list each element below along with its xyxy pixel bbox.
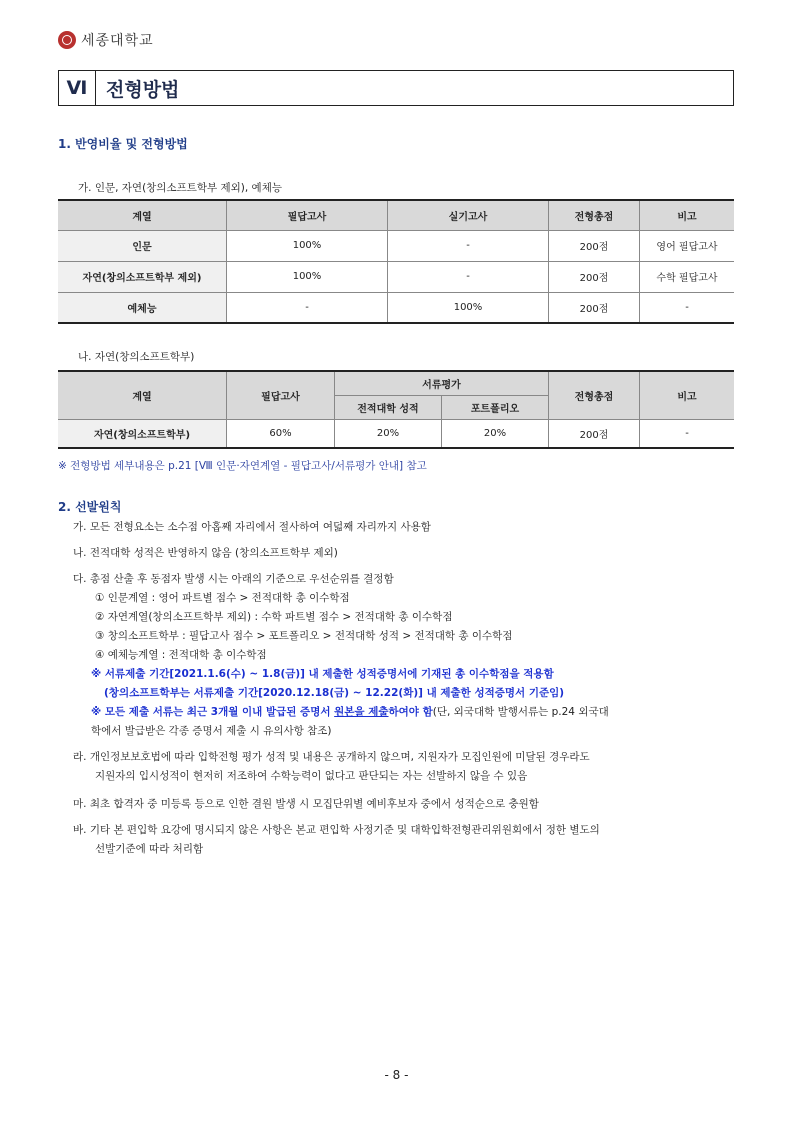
table-header: 필답고사 xyxy=(227,200,388,230)
rule-ba: 바. 기타 본 편입학 요강에 명시되지 않은 사항은 본교 편입학 사정기준 및 대학입학전형관리위원회에서 정한 별도의 xyxy=(73,824,600,836)
table-header: 비고 xyxy=(640,200,735,230)
rule-ga: 가. 모든 전형요소는 소수점 아홉째 자리에서 절사하여 여덟째 자리까지 사용함 xyxy=(73,521,431,533)
university-logo xyxy=(58,30,154,50)
table-cell: - xyxy=(388,230,549,261)
document-note xyxy=(91,704,609,719)
table-cell: 인문 xyxy=(58,230,227,261)
table-cell: 100% xyxy=(227,230,388,261)
table-cell: 예체능 xyxy=(58,292,227,323)
table-header: 포트폴리오 xyxy=(442,395,549,419)
table-cell: - xyxy=(640,419,735,448)
table-header: 실기고사 xyxy=(388,200,549,230)
section-title: 전형방법 xyxy=(106,78,180,101)
table-header: 전형총점 xyxy=(549,371,640,419)
subheading-b: 나. 자연(창의소프트학부) xyxy=(78,351,195,363)
table-row xyxy=(58,419,734,448)
rule-ra: 라. 개인정보보호법에 따라 입학전형 평가 성적 및 내용은 공개하지 않으며, 지원자가 모집인원에 미달된 경우라도 xyxy=(73,751,590,763)
table-cell: 20% xyxy=(442,419,549,448)
document-note-original: 원본을 제출 xyxy=(334,706,389,718)
document-note-part: ※ 모든 제출 서류는 최근 3개월 이내 발급된 증명서 xyxy=(91,706,335,718)
subheading-a: 가. 인문, 자연(창의소프트학부 제외), 예체능 xyxy=(78,182,282,194)
table-ratio-a xyxy=(58,199,734,324)
page-number: - 8 - xyxy=(384,1068,409,1082)
table-header: 서류평가 xyxy=(335,371,549,395)
table-cell: 영어 필답고사 xyxy=(640,230,735,261)
rule-ma: 마. 최초 합격자 중 미등록 등으로 인한 결원 발생 시 모집단위별 예비후보자 중에서 성적순으로 충원함 xyxy=(73,798,539,810)
section-header xyxy=(58,70,734,106)
university-seal-icon xyxy=(58,31,76,49)
table-cell: 100% xyxy=(227,261,388,292)
table-cell: 60% xyxy=(227,419,335,448)
table-cell: 200점 xyxy=(549,230,640,261)
table-ratio-b xyxy=(58,370,734,449)
tiebreak-4: ④ 예체능계열 : 전적대학 총 이수학점 xyxy=(95,649,267,661)
table-row xyxy=(58,292,734,323)
tiebreak-2: ② 자연계열(창의소프트학부 제외) : 수학 파트별 점수 > 전적대학 총 이수학점 xyxy=(95,611,453,623)
heading-ratio: 1. 반영비율 및 전형방법 xyxy=(58,137,188,151)
document-note-foreign: (단, 외국대학 발행서류는 p.24 외국대 xyxy=(432,706,609,718)
table-header: 비고 xyxy=(640,371,735,419)
table-header: 전적대학 성적 xyxy=(335,395,442,419)
table-cell: - xyxy=(227,292,388,323)
rule-da: 다. 총점 산출 후 동점자 발생 시는 아래의 기준으로 우선순위를 결정함 xyxy=(73,573,394,585)
document-note-cont: 학에서 발급받은 각종 증명서 제출 시 유의사항 참조) xyxy=(91,725,332,737)
table-cell: - xyxy=(388,261,549,292)
table-cell: 자연(창의소프트학부 제외) xyxy=(58,261,227,292)
credit-note-1: ※ 서류제출 기간[2021.1.6(수) ~ 1.8(금)] 내 제출한 성적증명서에 기재된 총 이수학점을 적용함 xyxy=(91,668,554,680)
rule-na: 나. 전적대학 성적은 반영하지 않음 (창의소프트학부 제외) xyxy=(73,547,338,559)
table-header: 계열 xyxy=(58,371,227,419)
tiebreak-3: ③ 창의소프트학부 : 필답고사 점수 > 포트폴리오 > 전적대학 성적 > 전적대학 총 이수학점 xyxy=(95,630,513,642)
table-cell: 200점 xyxy=(549,261,640,292)
table-cell: 20% xyxy=(335,419,442,448)
heading-selection: 2. 선발원칙 xyxy=(58,500,122,514)
table-header: 필답고사 xyxy=(227,371,335,419)
table-header: 계열 xyxy=(58,200,227,230)
table-cell: 수학 필답고사 xyxy=(640,261,735,292)
table-cell: 200점 xyxy=(549,419,640,448)
table-cell: 자연(창의소프트학부) xyxy=(58,419,227,448)
table-cell: 200점 xyxy=(549,292,640,323)
rule-ra-cont: 지원자의 입시성적이 현저히 저조하여 수학능력이 없다고 판단되는 자는 선발하지 않을 수 있음 xyxy=(95,770,528,782)
table-header: 전형총점 xyxy=(549,200,640,230)
tiebreak-1: ① 인문계열 : 영어 파트별 점수 > 전적대학 총 이수학점 xyxy=(95,592,350,604)
university-name: 세종대학교 xyxy=(81,33,154,49)
reference-note: ※ 전형방법 세부내용은 p.21 [Ⅷ 인문·자연계열 - 필답고사/서류평가 안내] 참고 xyxy=(58,460,427,472)
section-number: Ⅵ xyxy=(59,71,96,105)
table-row xyxy=(58,261,734,292)
table-row xyxy=(58,230,734,261)
credit-note-2: (창의소프트학부는 서류제출 기간[2020.12.18(금) ~ 12.22(화)] 내 제출한 성적증명서 기준임) xyxy=(104,687,565,699)
document-note-part: 하여야 함 xyxy=(388,706,433,718)
table-cell: - xyxy=(640,292,735,323)
rule-ba-cont: 선발기준에 따라 처리함 xyxy=(95,843,204,855)
table-cell: 100% xyxy=(388,292,549,323)
